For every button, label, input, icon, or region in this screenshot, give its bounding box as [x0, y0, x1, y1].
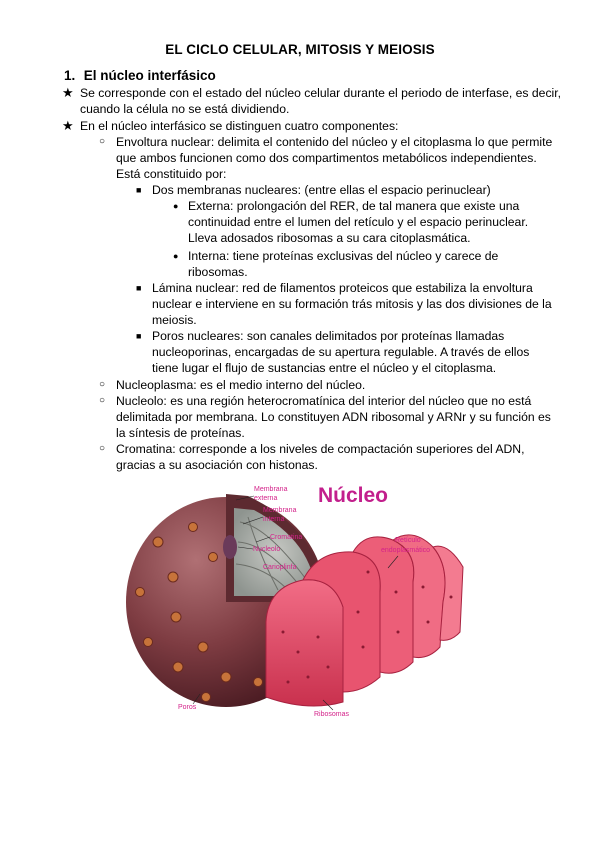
section-heading-text: El núcleo interfásico — [83, 68, 216, 83]
membrane-interna-line-2: ribosomas. — [188, 265, 248, 279]
envelope-part-poros-line-1: Poros nucleares: son canales delimitados por proteínas llamadas — [152, 329, 505, 343]
component-envoltura-line-1: Envoltura nuclear: delimita el contenido del núcleo y el citoplasma lo que permite — [116, 135, 553, 149]
envelope-part-poros-line-3: tiene lugar el flujo de sustancias entre el núcleo y el citoplasma. — [152, 361, 497, 375]
membrane-interna-line-1: Interna: tiene proteínas exclusivas del núcleo y carece de — [188, 249, 499, 263]
circle-bullet-icon: ○ — [99, 136, 106, 147]
section-number: 1. — [64, 68, 76, 83]
component-cromatina-line-2: gracias a su asociación con histonas. — [116, 458, 318, 472]
label-membrana-interna-2: interna — [263, 516, 285, 523]
dot-bullet-icon: ● — [173, 201, 179, 211]
membrane-externa-line-1: Externa: prolongación del RER, de tal manera que existe una — [188, 199, 520, 213]
component-envoltura-line-2: que ambos funcionen como dos compartimentos metabólicos independientes. — [116, 151, 537, 165]
envelope-part-lamina-line-3: meiosis. — [152, 313, 197, 327]
circle-bullet-icon: ○ — [99, 443, 106, 454]
label-reticulo-2: endoplasmático — [381, 547, 431, 554]
document-title: EL CICLO CELULAR, MITOSIS Y MEIOSIS — [165, 42, 435, 57]
star-item-1-line-1: Se corresponde con el estado del núcleo celular durante el periodo de interfase, es decir, — [80, 86, 562, 100]
label-membrana-externa-2: externa — [254, 495, 278, 502]
label-cromatina: Cromatina — [270, 534, 303, 541]
component-cromatina-line-1: Cromatina: corresponde a los niveles de compactación superiores del ADN, — [116, 442, 525, 456]
star-bullet-icon: ★ — [62, 118, 74, 133]
membrane-externa-line-2: continuidad entre el lumen del retículo y el espacio perinuclear. — [188, 215, 529, 229]
square-bullet-icon: ■ — [136, 283, 142, 293]
nucleus-figure — [118, 472, 478, 722]
label-poros: Poros — [178, 704, 197, 711]
dot-bullet-icon: ● — [173, 251, 179, 261]
nucleolus — [223, 535, 237, 559]
component-envoltura-line-3: Está constituido por: — [116, 167, 227, 181]
component-nucleoplasma-line-1: Nucleoplasma: es el medio interno del núcleo. — [116, 378, 366, 392]
section-heading — [64, 68, 216, 83]
label-nucleolo: Nucleolo — [253, 546, 281, 553]
envelope-part-poros-line-2: nucleoporinas, encargadas de su apertura regulable. A través de ellos — [152, 345, 530, 359]
envelope-part-lamina-line-1: Lámina nuclear: red de filamentos proteicos que estabiliza la envoltura — [152, 281, 533, 295]
label-reticulo-1: Retículo — [395, 537, 421, 544]
square-bullet-icon: ■ — [136, 185, 142, 195]
envelope-part-lamina-line-2: nuclear e interviene en su formación trás mitosis y las dos divisiones de la — [152, 297, 552, 311]
star-item-1-line-2: cuando la célula no se está dividiendo. — [80, 102, 290, 116]
star-item-2-line-1: En el núcleo interfásico se distinguen cuatro componentes: — [80, 119, 399, 133]
envelope-part-membranas-line-1: Dos membranas nucleares: (entre ellas el espacio perinuclear) — [152, 183, 491, 197]
component-nucleolo-line-2: delimitada por membrana. Lo constituyen ADN ribosomal y ARNr y su función es — [116, 410, 551, 424]
label-ribosomas: Ribosomas — [314, 711, 350, 718]
label-carioplasma: Carioplinfa — [263, 564, 297, 571]
membrane-externa-line-3: Lleva adosados ribosomas a su cara citoplasmática. — [188, 231, 471, 245]
square-bullet-icon: ■ — [136, 331, 142, 341]
circle-bullet-icon: ○ — [99, 395, 106, 406]
figure-title: Núcleo — [318, 484, 389, 507]
component-nucleolo-line-1: Nucleolo: es una región heterocromatínica del interior del núcleo que no está — [116, 394, 532, 408]
label-membrana-interna-1: Membrana — [263, 507, 297, 514]
component-nucleolo-line-3: la síntesis de proteínas. — [116, 426, 245, 440]
star-bullet-icon: ★ — [62, 85, 74, 100]
label-membrana-externa-1: Membrana — [254, 486, 288, 493]
circle-bullet-icon: ○ — [99, 379, 106, 390]
